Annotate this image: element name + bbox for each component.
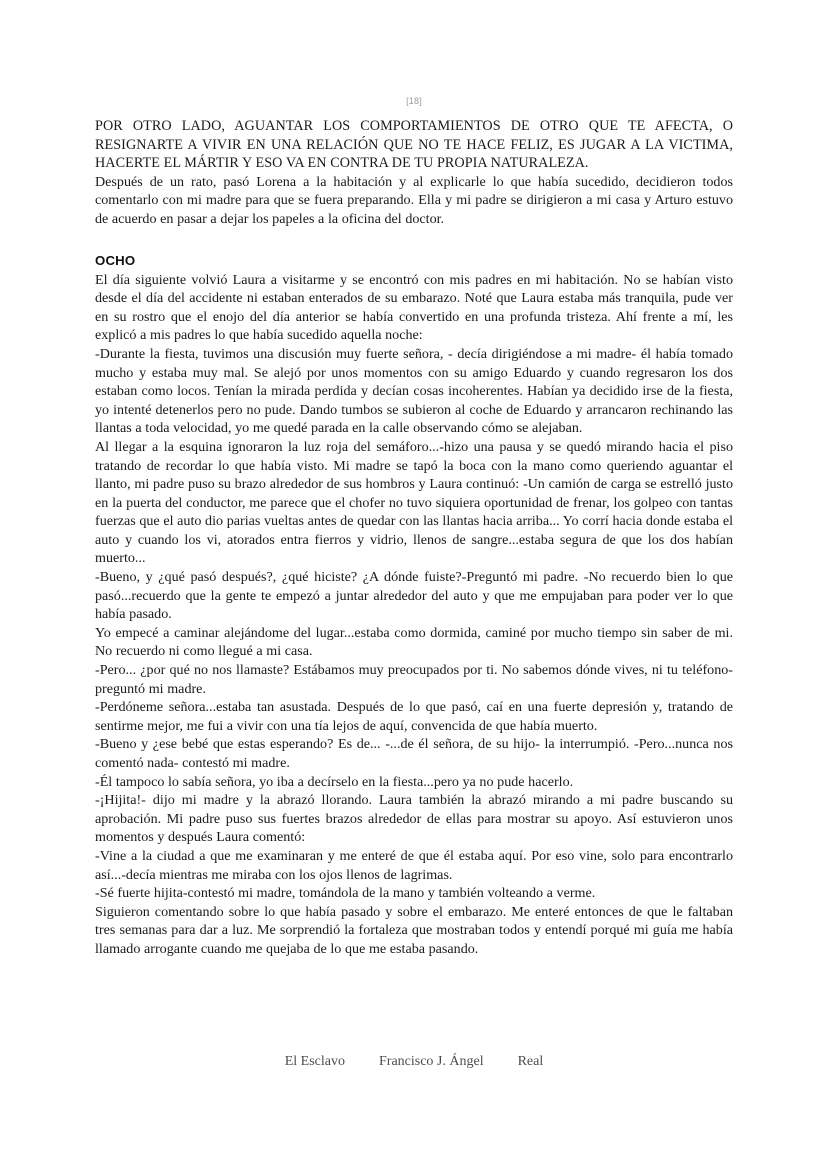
page-number: [18] <box>406 96 422 106</box>
body-paragraph-8: -Bueno y ¿ese bebé que estas esperando? Es de... -...de él señora, de su hijo- la interrumpió. -Pero...nunca nos comentó nada- contestó mi madre. <box>95 736 733 771</box>
body-paragraph-9: -Él tampoco lo sabía señora, yo iba a decírselo en la fiesta...pero ya no pude hacerlo. <box>95 773 574 790</box>
body-paragraph-12: -Sé fuerte hijita-contestó mi madre, tomándola de la mano y también volteando a verme. <box>95 885 596 902</box>
epigraph-paragraph: POR OTRO LADO, AGUANTAR LOS COMPORTAMIENTOS DE OTRO QUE TE AFECTA, O RESIGNARTE A VIVIR EN UNA RELACIÓN QUE NO TE HACE FELIZ, ES JUGAR A LA VICTIMA, HACERTE EL MÁRTIR Y ESO VA EN CONTRA DE TU PROPIA NATURALEZA. <box>95 118 733 172</box>
body-paragraph-6: -Pero... ¿por qué no nos llamaste? Estábamos muy preocupados por ti. No sabemos dónde vives, ni tu teléfono- preguntó mi madre. <box>95 662 733 697</box>
chapter-heading: OCHO <box>95 252 136 268</box>
page-content <box>95 117 733 959</box>
body-paragraph-10: -¡Hijita!- dijo mi madre y la abrazó llorando. Laura también la abrazó mirando a mi padre buscando su aprobación. Mi padre puso sus fuertes brazos alrededor de ellas para mostrar su apoyo. Así estuvieron unos momentos y después Laura comentó: <box>95 792 733 846</box>
footer-author-first: Francisco J. Ángel <box>379 1054 484 1069</box>
intro-paragraph: Después de un rato, pasó Lorena a la habitación y al explicarle lo que había sucedido, decidieron todos comentarlo con mi madre para que se fuera preparando. Ella y mi padre se dirigieron a mi casa y Arturo estuvo de acuerdo en pasar a dejar los papeles a la oficina del doctor. <box>95 173 733 227</box>
body-paragraph-1: El día siguiente volvió Laura a visitarme y se encontró con mis padres en mi habitación. No se habían visto desde el día del accidente ni estaban enterados de su embarazo. Noté que Laura estaba más tranquila, pude ver en su rostro que el enojo del día anterior se había convertido en una profunda tristeza. Ahí frente a mí, les explicó a mis padres lo que había sucedido aquella noche: <box>95 271 733 344</box>
body-paragraph-7: -Perdóneme señora...estaba tan asustada. Después de lo que pasó, caí en una fuerte depresión y, tratando de sentirme mejor, me fui a vivir con una tía lejos de aquí, convencida de que había muerto. <box>95 699 733 734</box>
body-paragraph-5: Yo empecé a caminar alejándome del lugar...estaba como dormida, caminé por mucho tiempo sin saber de mi. No recuerdo ni como llegué a mi casa. <box>95 624 733 660</box>
body-paragraph-11: -Vine a la ciudad a que me examinaran y me enteré de que él estaba aquí. Por eso vine, solo para encontrarlo así...-decía mientras me miraba con los ojos llenos de lagrimas. <box>95 847 733 883</box>
body-paragraph-2: -Durante la fiesta, tuvimos una discusión muy fuerte señora, - decía dirigiéndose a mi madre- él había tomado mucho y estaba muy mal. Se alejó por unos momentos con su amigo Eduardo y cuando regresaron los dos estaban como locos. Tenían la mirada perdida y decían cosas incoherentes. Habían ya decidido irse de la fiesta, yo intenté detenerlos pero no pude. Dando tumbos se subieron al coche de Eduardo y arrancaron rechinando las llantas a toda velocidad, yo me quedé parada en la calle observando cómo se alejaban. <box>95 345 733 437</box>
body-paragraph-3: Al llegar a la esquina ignoraron la luz roja del semáforo...-hizo una pausa y se quedó mirando hacia el piso tratando de recordar lo que había visto. Mi madre se tapó la boca con la mano como queriendo aguantar el llanto, mi padre puso su brazo alrededor de sus hombros y Laura continuó: -Un camión de carga se estrelló justo en la puerta del conductor, me parece que el chofer no tuvo siquiera oportunidad de frenar, los golpeo con tantas fuerzas que el auto dio parias vueltas antes de quedar con las llantas hacia arriba... Yo corrí hacia donde estaba el auto y cuando los vi, atorados entra fierros y vidrio, llenos de sangre...estaba segura de que los dos habían muerto... <box>95 438 733 567</box>
body-paragraph-4: -Bueno, y ¿qué pasó después?, ¿qué hiciste? ¿A dónde fuiste?-Preguntó mi padre. -No recuerdo bien lo que pasó...recuerdo que la gente te empezó a juntar alrededor del auto y que me empujaban para poder ver lo que había pasado. <box>95 569 733 623</box>
footer-author-last: Real <box>517 1054 544 1069</box>
body-paragraph-13: Siguieron comentando sobre lo que había pasado y sobre el embarazo. Me enteré entonces de que le faltaban tres semanas para dar a luz. Me sorprendió la fortaleza que mostraban todos y entendí porqué mi guía me había llamado arrogante cuando me quejaba de lo que me estaba pasando. <box>95 903 733 957</box>
footer-book-title: El Esclavo <box>284 1054 345 1069</box>
page-footer <box>0 1054 828 1070</box>
